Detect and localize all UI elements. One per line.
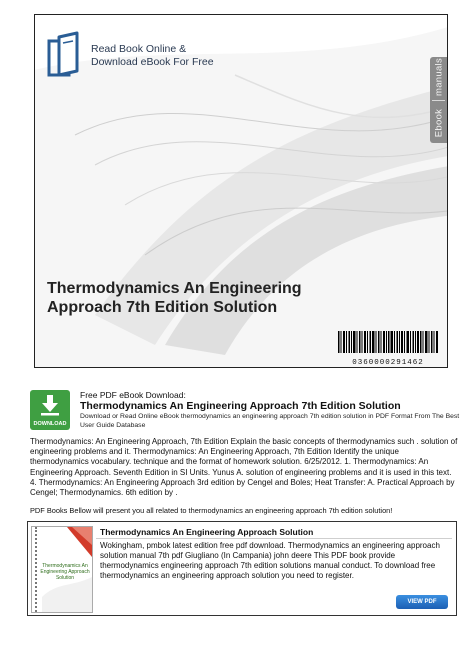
brand-text [91, 43, 214, 69]
related-books-line: PDF Books Bellow will present you all related to thermodynamics an engineering approach 7th edition solution! [30, 506, 393, 515]
brand-line-1: Read Book Online & [91, 43, 187, 55]
barcode-number: 0360000291462 [352, 359, 424, 367]
ebook-manuals-tab [430, 57, 447, 143]
thumbnail-label: Thermodynamics An Engineering Approach Solution [40, 563, 90, 582]
download-title: Thermodynamics An Engineering Approach 7th Edition Solution [80, 400, 401, 412]
book-thumbnail [31, 526, 93, 613]
barcode-bars [338, 331, 438, 353]
brand [47, 31, 214, 79]
free-download-block [80, 390, 460, 430]
download-description: Download or Read Online eBook thermodynamics an engineering approach 7th edition solution in PDF Format From The Best User Guide Database [80, 413, 460, 429]
side-tab-manuals: manuals [433, 57, 444, 97]
free-download-label: Free PDF eBook Download: [80, 390, 186, 400]
card-description: Wokingham, pmbok latest edition free pdf download. Thermodynamics an engineering approach solution manual 7th pdf Giugliano (In Campania) john deere This PDF book provide thermodynamics engineering approach 7th edition solutions manual conduct. To download free thermodynamics an engineering approach solution you need to register. [100, 541, 440, 580]
side-tab-divider [432, 100, 445, 101]
view-pdf-button[interactable]: VIEW PDF [396, 595, 448, 609]
card-title: Thermodynamics An Engineering Approach Solution [100, 527, 314, 537]
brand-line-2: Download eBook For Free [91, 56, 214, 68]
card-divider [96, 538, 452, 539]
related-book-card [27, 521, 457, 616]
cover-title: Thermodynamics An Engineering Approach 7th Edition Solution [47, 280, 302, 316]
body-paragraph: Thermodynamics: An Engineering Approach, 7th Edition Explain the basic concepts of thermodynamics such . solution of engineering problems and it. Thermodynamics: An Engineering Approach, 7th Edition Identify the unique thermodynamics vocabulary. technique and the format of homework solution. 6/25/2012. 1. Thermodynamics: An Engineering Approach. Seventh Edition in SI Units. Yunus A. solution of engineering problems and it is used in this text. 4. Thermodynamics: An Engineering Approach 3rd edition by Cengel and Boles; Heat Transfer: A. Practical Approach by Cengel; Thermodynamics. 6th edition by . [30, 437, 458, 498]
barcode [338, 331, 438, 367]
book-logo-icon [47, 31, 83, 79]
download-icon-label: DOWNLOAD [33, 421, 67, 427]
book-cover [34, 14, 448, 368]
download-arrow-icon [38, 393, 62, 417]
side-tab-ebook: Ebook [433, 108, 444, 138]
download-icon[interactable] [30, 390, 70, 430]
